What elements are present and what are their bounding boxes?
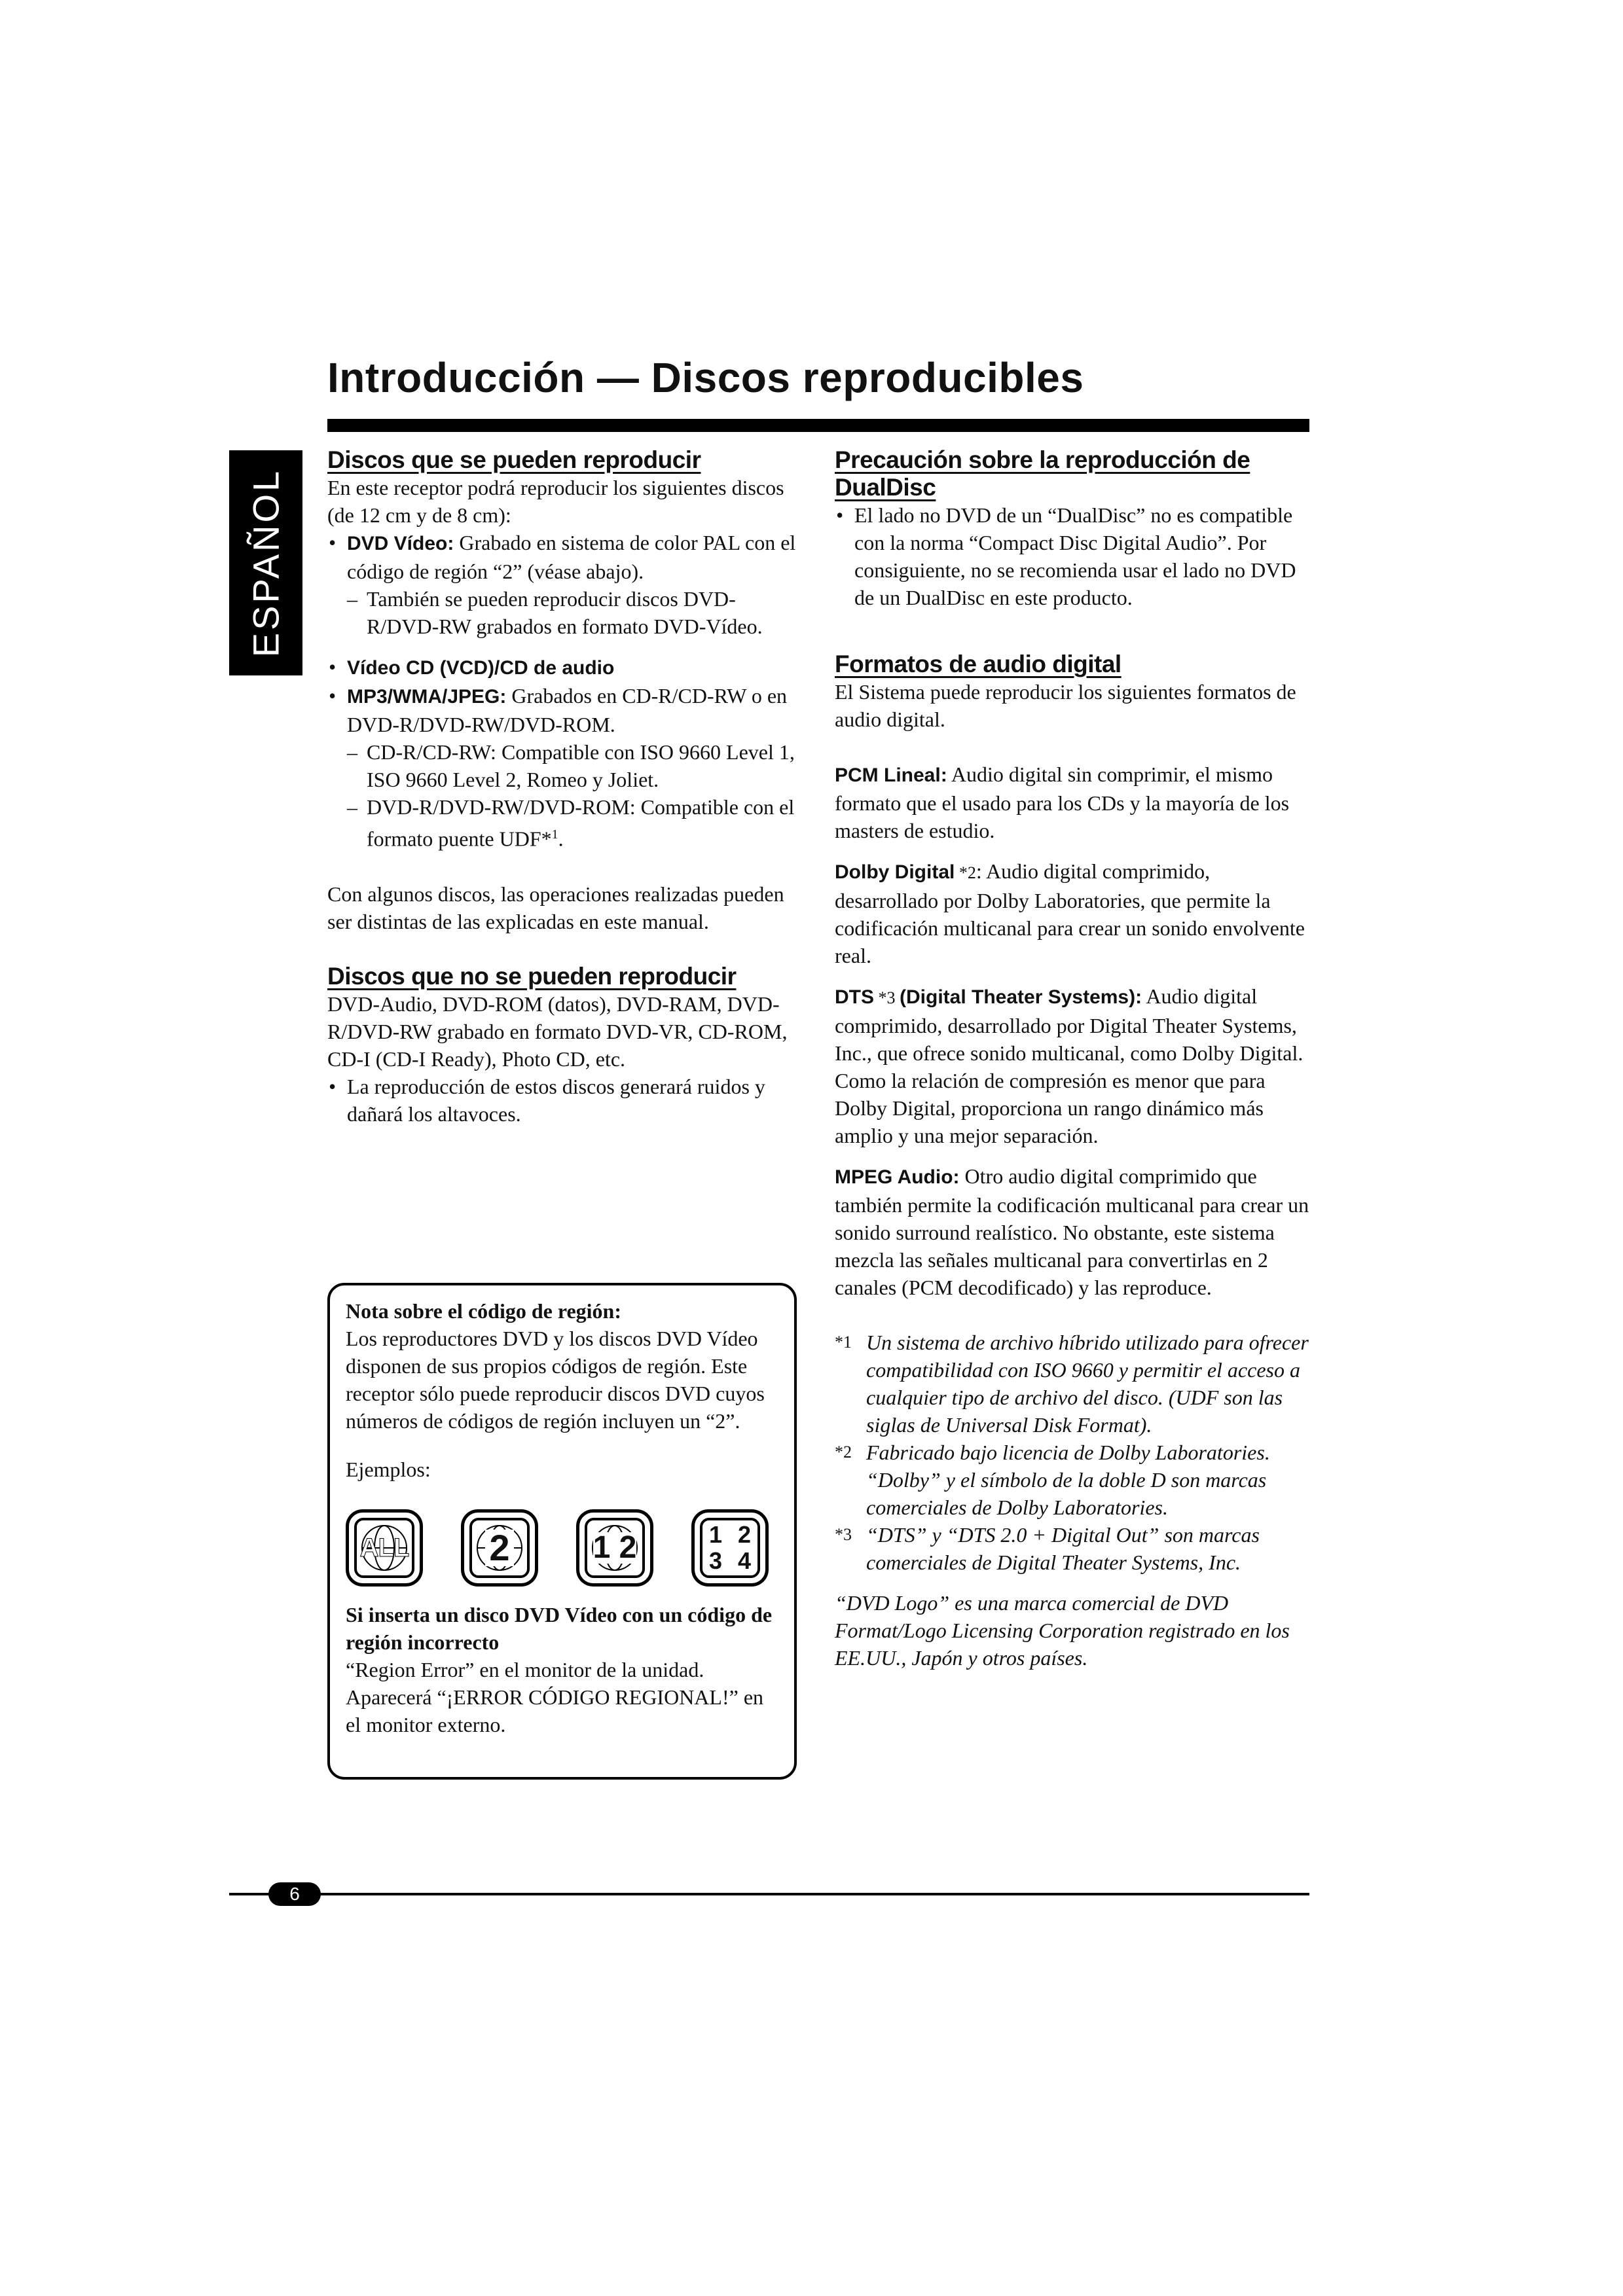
- section-heading-playable: Discos que se pueden reproducir: [327, 446, 701, 473]
- dts-footnote-ref: *3: [874, 988, 900, 1007]
- region-note-title: Nota sobre el código de región:: [346, 1299, 621, 1323]
- footnote-3-mark: *3: [835, 1525, 852, 1544]
- dts-label: DTS: [835, 986, 874, 1008]
- region-badge-1-2-3-4: [691, 1509, 769, 1587]
- region-note-text: Los reproductores DVD y los discos DVD Vídeo disponen de sus propios códigos de región. Este receptor sólo puede reproducir discos DVD cuyos números de códigos de región incluyen un “2”.: [346, 1327, 765, 1433]
- section-heading-dualdisc: Precaución sobre la reproducción de DualDisc: [835, 446, 1250, 501]
- region-badges: [346, 1509, 778, 1587]
- pcm-label: PCM Lineal:: [835, 764, 947, 786]
- not-playable-warning: • La reproducción de estos discos generará ruidos y dañará los altavoces.: [327, 1073, 802, 1128]
- mp3-subitem-cd: – CD-R/CD-RW: Compatible con ISO 9660 Level 1, ISO 9660 Level 2, Romeo y Joliet.: [327, 738, 802, 793]
- title-rule: [327, 419, 1309, 432]
- dolby-label: Dolby Digital: [835, 861, 955, 883]
- examples-label: Ejemplos:: [346, 1458, 431, 1481]
- right-column: [835, 446, 1313, 1672]
- footer-rule: [229, 1893, 1309, 1895]
- list-item-vcd: [327, 653, 802, 682]
- footnote-1-text: Un sistema de archivo híbrido utilizado para ofrecer compatibilidad con ISO 9660 y permitir el acceso a cualquier tipo de archivo del disco. (UDF son las siglas de Universal Disk Format).: [866, 1331, 1309, 1437]
- region-error-title: Si inserta un disco DVD Vídeo con un código de región incorrecto: [346, 1603, 773, 1654]
- region-note-box: [327, 1283, 797, 1780]
- left-column: [327, 446, 802, 1128]
- vcd-label: Vídeo CD (VCD)/CD de audio: [347, 657, 615, 679]
- language-tab: [229, 450, 302, 675]
- dts-text: Audio digital comprimido, desarrollado por Digital Theater Systems, Inc., que ofrece sonido multicanal, como Dolby Digital. Como la relación de compresión es menor que para Dolby Digital, proporciona un rango dinámico más amplio y una mejor separación.: [835, 984, 1304, 1147]
- footnote-2: [835, 1439, 1313, 1521]
- format-dolby: [835, 857, 1313, 969]
- region-badge-1-2-3-4-label: 1 2 3 4: [707, 1522, 753, 1574]
- dvd-video-subitem: – También se pueden reproducir discos DVD-R/DVD-RW grabados en formato DVD-Vídeo.: [327, 585, 802, 640]
- language-tab-label: ESPAÑOL: [245, 468, 287, 658]
- dvd-video-label: DVD Vídeo:: [347, 533, 454, 554]
- region-badge-2-label: 2: [485, 1530, 513, 1566]
- format-dts: [835, 982, 1313, 1149]
- region-badge-1-2: [576, 1509, 653, 1587]
- audio-formats-intro: El Sistema puede reproducir los siguientes formatos de audio digital.: [835, 680, 1296, 731]
- footnote-1: [835, 1329, 1313, 1439]
- footnote-2-mark: *2: [835, 1443, 852, 1462]
- playable-intro: En este receptor podrá reproducir los siguientes discos (de 12 cm y de 8 cm):: [327, 476, 784, 527]
- footnotes: [835, 1329, 1313, 1672]
- footnote-2-text: Fabricado bajo licencia de Dolby Laboratories. “Dolby” y el símbolo de la doble D son marcas comerciales de Dolby Laboratories.: [866, 1441, 1270, 1519]
- dvd-video-text: Grabado en sistema de color PAL con el código de región “2” (véase abajo).: [347, 531, 796, 583]
- mp3-text: Grabados en CD-R/CD-RW o en DVD-R/DVD-RW/DVD-ROM.: [347, 684, 788, 736]
- dualdisc-warning: • El lado no DVD de un “DualDisc” no es compatible con la norma “Compact Disc Digital Audio”. Por consiguiente, no se recomienda usar el lado no DVD de un DualDisc en este producto.: [835, 501, 1313, 611]
- region-badge-all: [346, 1509, 423, 1587]
- list-item-dvd-video: [327, 529, 802, 585]
- section-heading-not-playable: Discos que no se pueden reproducir: [327, 962, 737, 990]
- mp3-label: MP3/WMA/JPEG:: [347, 686, 507, 708]
- footnote-3-text: “DTS” y “DTS 2.0 + Digital Out” son marcas comerciales de Digital Theater Systems, Inc.: [866, 1523, 1260, 1574]
- format-mpeg: [835, 1162, 1313, 1301]
- region-badge-all-label: ALL: [359, 1534, 409, 1562]
- page-number: 6: [268, 1882, 321, 1906]
- dolby-footnote-ref: *2: [955, 863, 976, 882]
- mp3-subitem-dvd: – DVD-R/DVD-RW/DVD-ROM: Compatible con el formato puente UDF*$^1$.: [327, 793, 802, 853]
- region-error-text: “Region Error” en el monitor de la unidad. Aparecerá “¡ERROR CÓDIGO REGIONAL!” en el monitor externo.: [346, 1658, 764, 1736]
- section-heading-audio-formats: Formatos de audio digital: [835, 651, 1122, 677]
- page-title: Introducción — Discos reproducibles: [327, 354, 1084, 401]
- playable-outro: Con algunos discos, las operaciones realizadas pueden ser distintas de las explicadas en este manual.: [327, 882, 784, 933]
- mpeg-label: MPEG Audio:: [835, 1166, 960, 1188]
- dts-label-full: (Digital Theater Systems):: [900, 986, 1142, 1008]
- not-playable-text: DVD-Audio, DVD-ROM (datos), DVD-RAM, DVD-R/DVD-RW grabado en formato DVD-VR, CD-ROM, CD-I (CD-I Ready), Photo CD, etc.: [327, 992, 788, 1071]
- dvd-logo-note: “DVD Logo” es una marca comercial de DVD Format/Logo Licensing Corporation registrado en los EE.UU., Japón y otros países.: [835, 1591, 1290, 1670]
- footnote-1-mark: *1: [835, 1333, 852, 1352]
- pcm-text: Audio digital sin comprimir, el mismo formato que el usado para los CDs y la mayoría de los masters de estudio.: [835, 762, 1290, 842]
- footnote-3: [835, 1521, 1313, 1576]
- region-badge-1-2-label: 1 2: [593, 1530, 637, 1565]
- mpeg-text: Otro audio digital comprimido que también permite la codificación multicanal para crear un sonido surround realístico. No obstante, este sistema mezcla las señales multicanal para convertirlas en 2 canales (PCM decodificado) y las reproduce.: [835, 1164, 1309, 1299]
- list-item-mp3: [327, 682, 802, 738]
- region-badge-2: [461, 1509, 538, 1587]
- dolby-text: : Audio digital comprimido, desarrollado por Dolby Laboratories, que permite la codificación multicanal para crear un sonido envolvente real.: [835, 859, 1305, 967]
- format-pcm: [835, 761, 1313, 844]
- footnote-ref-1: 1: [551, 827, 558, 842]
- mp3-subitem-dvd-text: DVD-R/DVD-RW/DVD-ROM: Compatible con el formato puente UDF*: [367, 795, 795, 851]
